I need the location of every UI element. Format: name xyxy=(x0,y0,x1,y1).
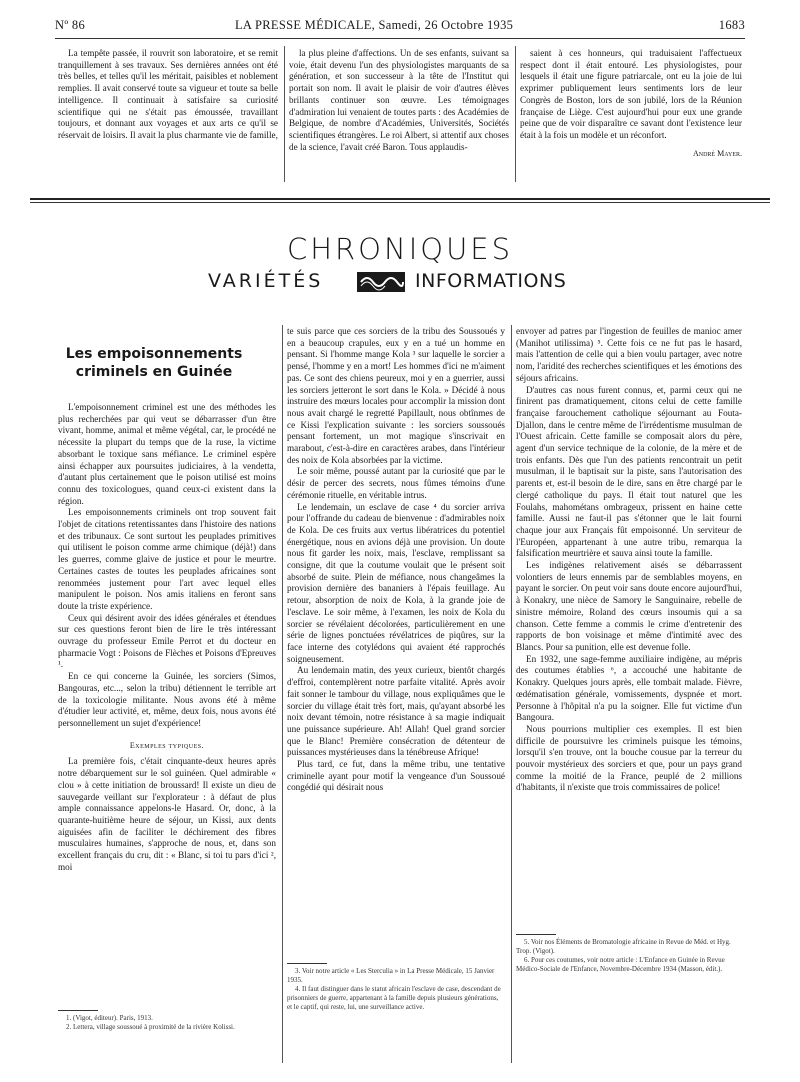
ornament-icon xyxy=(357,272,405,292)
paragraph: Nous pourrions multiplier ces exemples. Il est bien difficile de poursuivre les criminels puisque les témoins, lorsqu'il s'en trouve, ont la bouche cousue par la terreur du pouvoir mystérieux des sorciers et que, pour un pays grand comme la moitié de la France, peuplé de 2 millions d'habitants, il n'existe que trois commissaires de police! xyxy=(516,723,742,793)
footnote-rule xyxy=(287,963,327,964)
article-title: Les empoisonnements criminels en Guinée xyxy=(65,346,243,380)
column-divider xyxy=(515,46,516,182)
article-column-3 xyxy=(516,326,742,926)
header-rule xyxy=(55,38,745,39)
footnote: 1. (Vigot, éditeur). Paris, 1913. xyxy=(66,1014,153,1022)
top-column-1-text: La tempête passée, il rouvrit son laboratoire, et se remit tranquillement à ses travaux. Ses dernières années ont été très belles, et telles qu'il les méritait, paisibles et noblement remplies. Il avait conservé toute sa vigueur et toute sa belle intelligence. Il continuait à satisfaire sa curiosité scientifique qui ne s'était pas émoussée, travaillant toujours, et donnant aux voyages et aux arts ce qu'il se réservait de loisirs. Il avait la plus charmante vie de famille, xyxy=(58,48,278,140)
page-number: 1683 xyxy=(718,18,745,32)
section-separator-thin xyxy=(30,202,770,203)
column-divider xyxy=(284,46,285,182)
footnote: 2. Lettera, village soussoué à proximité de la rivière Kolissi. xyxy=(66,1023,235,1031)
footnote-rule xyxy=(58,1010,98,1011)
footnotes-column-2 xyxy=(287,967,505,1012)
column-divider xyxy=(511,325,512,1063)
top-column-1 xyxy=(58,48,278,188)
column-divider xyxy=(282,325,283,1063)
article-column-1 xyxy=(58,402,276,985)
section-title: CHRONIQUES xyxy=(286,232,514,266)
paragraph: Les empoisonnements criminels ont trop souvent fait l'objet de citations retentissantes dans l'histoire des nations et des tribunaux. Ce sont surtout les peuplades primitives qui utilisent le poison comme arme chimique (déjà!) dans les guerres, comme glaive de justice et pour le meurtre. Certaines castes de toutes les peuplades africaines sont renommées justement pour l'art avec lequel elles manipulent le poison. Nos amis italiens en feront sans doute la triste expérience. xyxy=(58,507,276,611)
paragraph: te suis parce que ces sorciers de la tribu des Soussoués y en a beaucoup crapules, eux y en a tué un homme en pensant. Si l'homme mange Kola ³ sur laquelle le sorcier a pensé, l'homme y en a mort! Les hommes d'ici ne m'aiment pas. Ce sont des chiens peureux, moi y en a guerrier, aussi les sorciers jetteront le sort dans le Kola. » Décidé à nous instruire des mœurs locales pour accomplir la mission dont nous avait chargé le regretté Papillault, nous obtînmes de ce Kissi l'explication suivante : les sorciers soussoués pensant fortement, un mot magique s'inscrivait en marabout, c'est-à-dire en caractères arabes, dans l'intérieur des noix de Kola absorbées par la victime. xyxy=(287,326,505,465)
section-separator xyxy=(30,198,770,200)
footnote: 4. Il faut distinguer dans le statut africain l'esclave de case, descendant de prisonniers de guerre, appartenant à la famille depuis plusieurs générations, et le captif, qui reste, lui, une surveillance active. xyxy=(287,985,501,1011)
section-word-varietes: VARIÉTÉS xyxy=(208,270,324,292)
paragraph: En 1932, une sage-femme auxiliaire indigène, au mépris des coutumes établies ⁶, a accouché une habitante de Konakry. Quelques jours après, elle tombait malade. Fièvre, œdématisation générale, vomissements, dyspnée et mort. Personne à l'hôpital n'a pu la soigner. Elle fut victime d'un Bangoura. xyxy=(516,653,742,723)
footnotes-column-3 xyxy=(516,938,742,974)
top-column-3 xyxy=(520,48,742,188)
top-column-2 xyxy=(289,48,509,188)
footnote: 6. Pour ces coutumes, voir notre article : L'Enfance en Guinée in Revue Médico-Sociale de l'Enfance, Novembre-Décembre 1934 (Masson, édit.). xyxy=(516,956,725,973)
paragraph: Le lendemain, un esclave de case ⁴ du sorcier arriva pour l'offrande du cadeau de bienvenue : d'admirables noix de Kola. De ces fruits aux vertus libératrices du potentiel énergétique, nous en avions déjà une provision. Un doute nous fit garder les noix, mais, l'esclave, remplissant sa consigne, dit que la coutume voulait que le présent soit absorbé de suite. Plein de méfiance, nous changeâmes la provision dernière des bananiers à l'épais feuillage. Au retour, absorption de noix de Kola, à la grande joie de l'esclave. Le soir même, à l'examen, les noix de Kola du sorcier se révélaient décolorées, particulièrement en une série de lignes ponctuées révélatrices de piqûres, sur la face interne des cotylédons qui avaient été rapprochés soigneusement. xyxy=(287,501,505,664)
running-header xyxy=(55,18,745,38)
paragraph: Le soir même, poussé autant par la curiosité que par le désir de percer des secrets, nous fûmes témoins d'une cérémonie rituelle, en véritable intrus. xyxy=(287,466,505,500)
paragraph: Les indigènes relativement aisés se débarrassent volontiers de leurs ennemis par de semblables moyens, en payant le sorcier. On peut voir sans doute encore aujourd'hui, à Konakry, une nièce de Samory le Sanguinaire, rebelle de sinistre mémoire, Roland des cœurs insoumis qui a sa chanson. Cette femme a commis le crime d'entretenir des rapports de bon voisinage et même d'intimité avec des Blancs. Pour sa punition, elle est devenue folle. xyxy=(516,560,742,652)
issue-number: Nº 86 xyxy=(55,18,86,32)
footnote: 3. Voir notre article « Les Sterculia » in La Presse Médicale, 15 Janvier 1935. xyxy=(287,967,495,984)
paragraph: Plus tard, ce fut, dans la même tribu, une tentative criminelle ayant pour motif la vengeance d'un Soussoué congédié qui désirait nous xyxy=(287,759,505,793)
paragraph: envoyer ad patres par l'ingestion de feuilles de manioc amer (Manihot utilissima) ⁵. Cette fois ce ne fut pas le hasard, mais l'attention de celle qui a bien voulu partager, avec notre nom, l'aridité des recherches scientifiques et les émotions des séjours africains. xyxy=(516,326,742,383)
section-word-informations: INFORMATIONS xyxy=(415,270,567,292)
top-column-3-text: saient à ces honneurs, qui traduisaient l'affectueux respect dont il était entouré. Les physiologistes, pour lesquels il était une figure patriarcale, ont eu la joie de lui exprimer publiquement leurs sentiments lors de leur Congrès de Boston, lors de son jubilé, lors de la Réunion française de Liège. C'est aujourd'hui pour eux une grande peine que de voir disparaître ce savant dont l'existence leur était à la fois un modèle et un réconfort. xyxy=(520,48,742,140)
author-signature: André Mayer. xyxy=(692,148,742,158)
article-column-2 xyxy=(287,326,505,959)
top-column-2-text: la plus pleine d'affections. Un de ses enfants, suivant sa voie, était devenu l'un des physiologistes marquants de sa génération, et son successeur à la tête de l'Institut qui portait son nom. Il avait le plaisir de voir d'autres élèves brillants continuer son œuvre. Les témoignages d'admiration lui venaient de toutes parts : des Académies de Belgique, de nombre d'Académies, Universités, Sociétés scientifiques étrangères. Le roi Albert, si attentif aux choses de la science, l'avait créé Baron. Tous applaudis- xyxy=(289,48,509,152)
subheading: Exemples typiques. xyxy=(129,740,205,750)
journal-title: LA PRESSE MÉDICALE, Samedi, 26 Octobre 1935 xyxy=(235,18,514,32)
paragraph: Ceux qui désirent avoir des idées générales et étendues sur ces questions feront bien de lire le très intéressant ouvrage du professeur Emile Perrot et du docteur en pharmacie Vogt : Poisons de Flèches et Poisons d'Epreuves ¹. xyxy=(58,612,276,670)
section-subtitle xyxy=(200,270,600,294)
paragraph: Au lendemain matin, des yeux curieux, bientôt chargés d'effroi, contemplèrent notre parfaite vitalité. Après avoir fait sonner le tambour du village, nous expliquâmes que le sorcier du village était très fort, mais, qu'ayant absorbé les noix devant témoin, notre résistance à sa magie indiquait une puissance supérieure. Ah! Allah! Quel grand sorcier que le Blanc! Première consécration de détenteur de puissances mystérieuses dans la ténébreuse Afrique! xyxy=(287,665,505,758)
paragraph: D'autres cas nous furent connus, et, parmi ceux qui ne finirent pas dramatiquement, citons celui de cette famille française farouchement catholique séjournant au Fouta-Djallon, dans le centre même de l'irrédentisme musulman de l'Ouest africain. Cette famille se composait alors du père, agent d'un service technique de la colonie, de la mère et de trois enfants. Dès que l'un des patients rencontrait un petit musulman, il le baptisait sur la piste, sans l'autorisation des parents et, est-il besoin de le dire, sans en être chargé par le clergé catholique du pays. Il était tout naturel que les Foulahs, mahométans ombrageux, prissent en haine cette famille. Aussi ne faut-il pas s'étonner que le lait fourni chaque jour aux Français fût empoisonné. Un serviteur de l'Européen, appartenant à une autre tribu, remarqua la falsification meurtrière et sauva ainsi toute la famille. xyxy=(516,384,742,559)
paragraph: En ce qui concerne la Guinée, les sorciers (Simos, Bangouras, etc..., selon la tribu) détiennent le terrible art de la toxicologie militante. Nous avons été à même d'étudier leur activité, et, même, deux fois, nous avons été personnellement un sujet d'expérience! xyxy=(58,671,276,728)
footnotes-column-1 xyxy=(58,1014,276,1032)
paragraph: L'empoisonnement criminel est une des méthodes les plus recherchées par qui veut se débarrasser d'un être vivant, homme, animal et même végétal, car, le procédé ne nécessite la plupart du temps que de la ruse, la victime absorbant le toxique sans méfiance. Le criminel espère ainsi échapper aux poursuites judiciaires, à la vendetta, d'autant plus certainement que le poison utilisé est moins connu des toxicologues, quand ceux-ci existent dans la région. xyxy=(58,402,276,506)
paragraph: La première fois, c'était cinquante-deux heures après notre débarquement sur le sol guinéen. Quel admirable « clou » à cette initiation de broussard! Il existe un dieu de sauvegarde veillant sur l'explorateur : à défaut de plus ample connaissance appelons-le Hasard. Or, donc, à la quarante-huitième heure de séjour, un Kissi, aux dents aiguisées afin de faciliter le déchirement des fibres musculaires humaines, s'approche de nous, et, dans son excellent français du cru, dit : « Blanc, si toi tu pars d'ici ², moi xyxy=(58,756,276,872)
footnote: 5. Voir nos Éléments de Bromatologie africaine in Revue de Méd. et Hyg. Trop. (Vigot). xyxy=(516,938,731,955)
footnote-rule xyxy=(516,934,556,935)
